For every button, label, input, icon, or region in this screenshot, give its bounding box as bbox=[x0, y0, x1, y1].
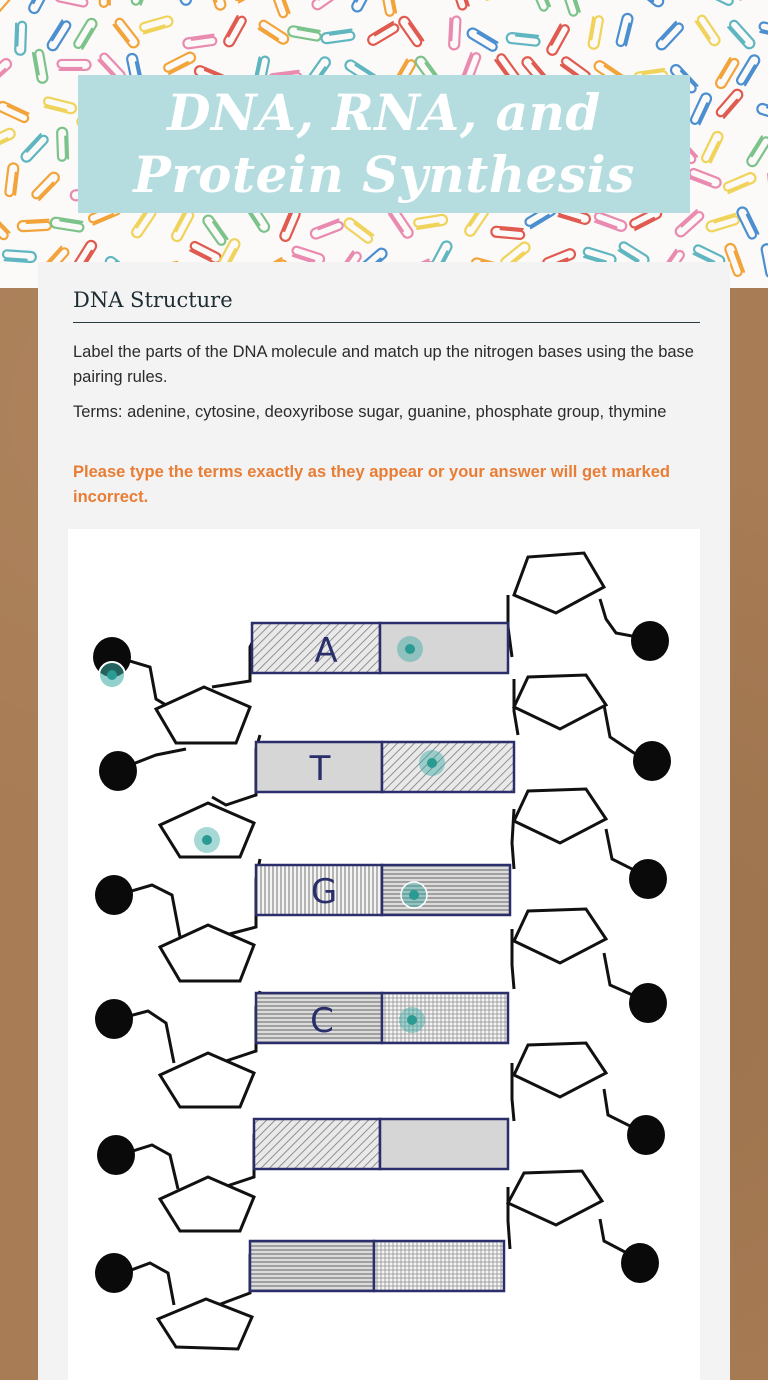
left-sugars bbox=[156, 687, 254, 1349]
phosphate-left-5 bbox=[97, 1135, 135, 1175]
paperclip-icon bbox=[0, 0, 18, 15]
sugar-right-3 bbox=[514, 789, 606, 843]
answer-hotspot-icon[interactable] bbox=[397, 636, 423, 662]
paperclip-icon bbox=[73, 17, 99, 50]
paperclip-icon bbox=[506, 33, 540, 46]
paperclip-icon bbox=[466, 27, 499, 53]
paperclip-icon bbox=[99, 0, 110, 7]
sugar-right-1 bbox=[514, 553, 604, 613]
paperclip-icon bbox=[695, 14, 722, 47]
title-box bbox=[78, 75, 690, 213]
worksheet-card bbox=[38, 262, 730, 1380]
paperclip-icon bbox=[745, 135, 768, 168]
paperclip-icon bbox=[343, 216, 375, 244]
base-letter-t: T bbox=[309, 749, 331, 789]
paperclip-icon bbox=[287, 26, 321, 42]
answer-hotspot-icon[interactable] bbox=[399, 1007, 425, 1033]
phosphate-right-1 bbox=[631, 621, 669, 661]
paperclip-icon bbox=[46, 19, 72, 52]
paperclip-icon bbox=[705, 213, 739, 232]
sugar-left-1 bbox=[156, 687, 250, 743]
paperclip-icon bbox=[0, 210, 11, 241]
paperclip-icon bbox=[58, 60, 91, 70]
base-pair-6-right bbox=[374, 1241, 504, 1291]
paperclip-icon bbox=[366, 21, 399, 47]
paperclip-icon bbox=[0, 57, 13, 87]
sugar-right-2 bbox=[514, 675, 606, 729]
phosphate-left-4 bbox=[95, 999, 133, 1039]
warning-text: Please type the terms exactly as they appear or your answer will get marked incorrect. bbox=[73, 463, 671, 506]
paperclip-icon bbox=[701, 130, 724, 164]
paperclip-icon bbox=[481, 0, 515, 1]
paperclip-icon bbox=[655, 21, 685, 52]
phosphate-right-6 bbox=[621, 1243, 659, 1283]
base-pairs bbox=[250, 623, 514, 1291]
paperclip-icon bbox=[15, 22, 26, 55]
answer-hotspot-icon[interactable] bbox=[401, 882, 427, 908]
paperclip-icon bbox=[727, 19, 757, 50]
paperclip-icon bbox=[688, 168, 722, 189]
base-letter-a: A bbox=[314, 631, 338, 671]
paperclip-icon bbox=[131, 0, 152, 7]
paperclip-icon bbox=[201, 214, 228, 247]
paperclip-icon bbox=[593, 212, 627, 233]
right-sugars bbox=[508, 553, 606, 1225]
section-heading: DNA Structure bbox=[73, 288, 700, 323]
answer-hotspot-icon[interactable] bbox=[194, 827, 220, 853]
paperclip-icon bbox=[31, 171, 61, 202]
sugar-right-5 bbox=[514, 1043, 606, 1097]
paperclip-icon bbox=[311, 0, 344, 11]
answer-hotspot-icon[interactable] bbox=[419, 750, 445, 776]
paperclip-icon bbox=[33, 49, 49, 83]
paperclip-icon bbox=[43, 97, 77, 115]
phosphate-left-2 bbox=[99, 751, 137, 791]
paperclip-icon bbox=[3, 250, 37, 262]
paperclip-icon bbox=[736, 54, 762, 87]
paperclip-icon bbox=[183, 34, 217, 48]
paperclip-icon bbox=[57, 128, 68, 161]
paperclip-icon bbox=[714, 56, 740, 89]
paperclip-icon bbox=[449, 16, 461, 49]
phosphate-left-3 bbox=[95, 875, 133, 915]
sugar-right-6 bbox=[508, 1171, 602, 1225]
paperclip-icon bbox=[171, 0, 193, 6]
paperclip-icon bbox=[450, 0, 470, 11]
paperclip-icon bbox=[208, 0, 227, 11]
phosphate-right-5 bbox=[627, 1115, 665, 1155]
phosphate-right-4 bbox=[629, 983, 667, 1023]
paperclip-icon bbox=[701, 0, 735, 6]
paperclip-icon bbox=[588, 15, 604, 49]
paperclip-icon bbox=[758, 22, 768, 39]
phosphate-right-2 bbox=[633, 741, 671, 781]
paperclip-icon bbox=[380, 0, 396, 16]
paperclip-icon bbox=[50, 217, 84, 232]
page-title: DNA, RNA, and Protein Synthesis bbox=[133, 83, 635, 204]
paperclip-icon bbox=[188, 241, 222, 265]
paperclip-icon bbox=[232, 0, 266, 3]
paperclip-icon bbox=[397, 15, 424, 48]
paperclip-icon bbox=[54, 0, 88, 7]
dna-diagram bbox=[68, 529, 700, 1380]
sugar-left-3 bbox=[160, 925, 254, 981]
paperclip-icon bbox=[616, 13, 634, 47]
paperclip-icon bbox=[170, 209, 194, 243]
base-pair-6-left bbox=[250, 1241, 374, 1291]
paperclip-icon bbox=[546, 23, 571, 57]
paperclip-icon bbox=[18, 220, 51, 232]
sugar-left-6 bbox=[158, 1299, 252, 1349]
paperclip-icon bbox=[529, 0, 551, 12]
paperclip-icon bbox=[139, 15, 173, 34]
base-pair-5-right bbox=[380, 1119, 508, 1169]
paperclip-icon bbox=[0, 100, 30, 123]
paperclip-icon bbox=[690, 92, 713, 126]
paperclip-icon bbox=[112, 17, 140, 49]
paperclip-icon bbox=[163, 51, 197, 75]
paperclip-icon bbox=[269, 0, 290, 18]
paperclip-icon bbox=[561, 0, 581, 17]
answer-hotspot-icon[interactable] bbox=[99, 662, 125, 688]
terms-text: Terms: adenine, cytosine, deoxyribose sugar, guanine, phosphate group, thymine bbox=[73, 403, 667, 421]
paperclip-icon bbox=[723, 172, 757, 194]
paperclip-icon bbox=[309, 219, 343, 240]
paperclip-icon bbox=[27, 0, 51, 15]
base-pair-2-right bbox=[382, 742, 514, 792]
paperclip-icon bbox=[0, 127, 16, 150]
paperclip-icon bbox=[674, 209, 705, 239]
answer-hotspots bbox=[99, 636, 445, 1033]
header-banner bbox=[0, 0, 768, 288]
paperclip-icon bbox=[222, 14, 247, 48]
paperclip-icon bbox=[20, 133, 50, 164]
paperclip-icon bbox=[491, 226, 525, 239]
base-letter-g: G bbox=[310, 872, 338, 912]
instructions-text: Label the parts of the DNA molecule and match up the nitrogen bases using the base pairing rules. bbox=[73, 343, 694, 386]
paperclip-icon bbox=[321, 29, 355, 43]
paperclip-icon bbox=[756, 103, 768, 122]
sugar-right-4 bbox=[514, 909, 606, 963]
base-letter-c: C bbox=[310, 1001, 334, 1041]
paperclip-icon bbox=[633, 0, 665, 8]
phosphate-right-3 bbox=[629, 859, 667, 899]
phosphate-left-6 bbox=[95, 1253, 133, 1293]
sugar-left-5 bbox=[160, 1177, 254, 1231]
paperclip-icon bbox=[5, 163, 19, 197]
paperclip-icon bbox=[351, 0, 375, 13]
paperclip-icon bbox=[279, 208, 301, 242]
paperclip-icon bbox=[414, 214, 448, 229]
paperclip-icon bbox=[257, 19, 290, 45]
paperclip-icon bbox=[761, 243, 768, 277]
paperclip-icon bbox=[715, 88, 744, 119]
base-pair-5-left bbox=[254, 1119, 380, 1169]
